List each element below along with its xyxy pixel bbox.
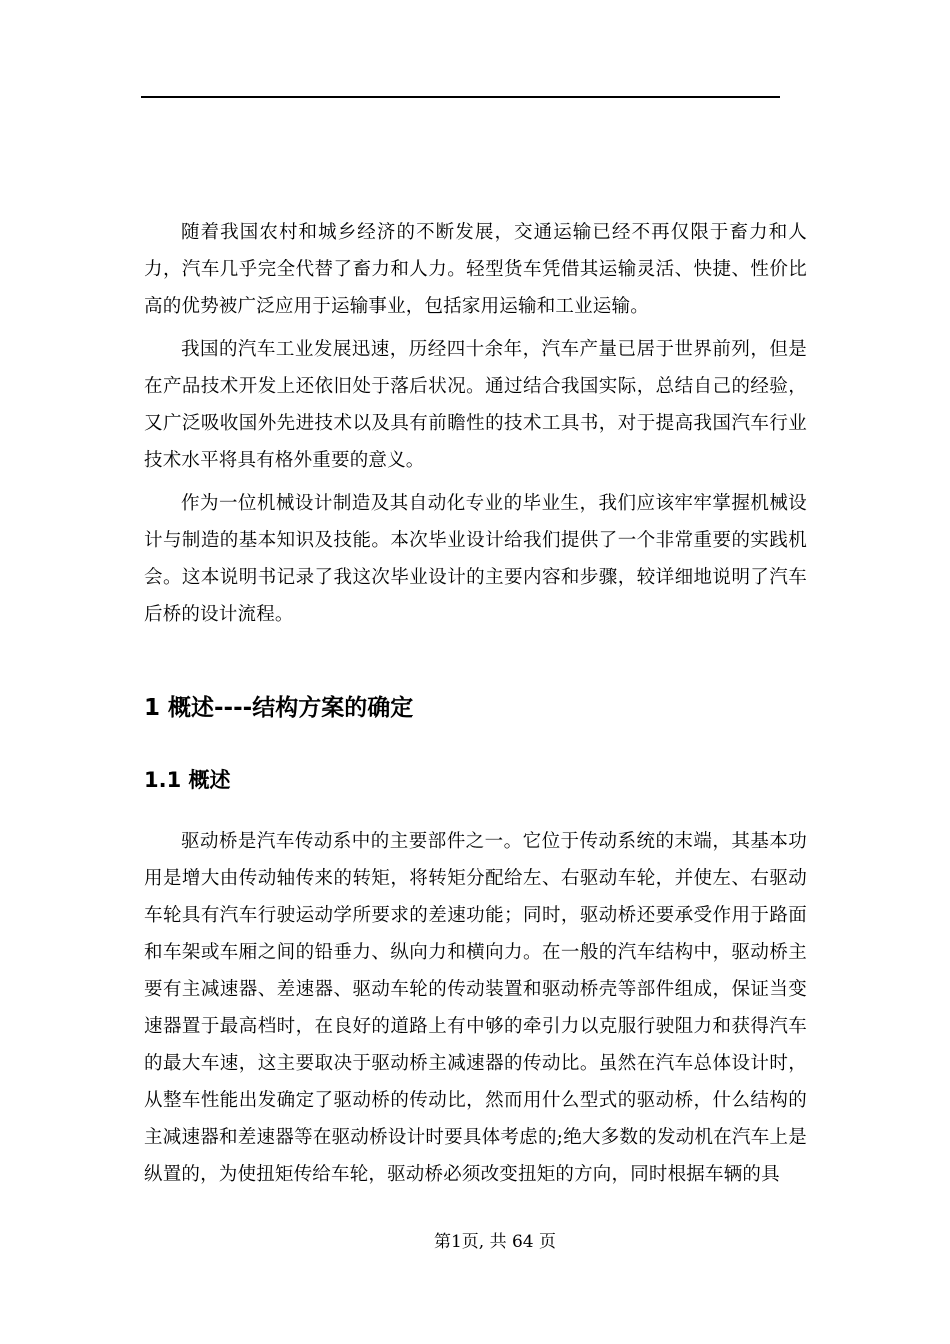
- section-heading: 1.1 概述: [144, 768, 231, 792]
- chapter-heading: 1 概述----结构方案的确定: [144, 695, 414, 721]
- section-paragraph: 驱动桥是汽车传动系中的主要部件之一。它位于传动系统的末端，其基本功用是增大由传动轴传来的转矩，将转矩分配给左、右驱动车轮，并使左、右驱动车轮具有汽车行驶运动学所要求的差速功能；同时，驱动桥还要承受作用于路面和车架或车厢之间的铅垂力、纵向力和横向力。在一般的汽车结构中，驱动桥主要有主减速器、差速器、驱动车轮的传动装置和驱动桥壳等部件组成，保证当变速器置于最高档时，在良好的道路上有中够的牵引力以克服行驶阻力和获得汽车的最大车速，这主要取决于驱动桥主减速器的传动比。虽然在汽车总体设计时，从整车性能出发确定了驱动桥的传动比，然而用什么型式的驱动桥，什么结构的主减速器和差速器等在驱动桥设计时要具体考虑的;绝大多数的发动机在汽车上是纵置的，为使扭矩传给车轮，驱动桥必须改变扭矩的方向，同时根据车辆的具: [144, 831, 807, 1185]
- page-footer: 第1页, 共 64 页: [433, 1232, 557, 1252]
- header-rule: [141, 96, 780, 98]
- intro-paragraph-2: 我国的汽车工业发展迅速，历经四十余年，汽车产量已居于世界前列，但是在产品技术开发上还依旧处于落后状况。通过结合我国实际，总结自己的经验，又广泛吸收国外先进技术以及具有前瞻性的技术工具书，对于提高我国汽车行业技术水平将具有格外重要的意义。: [144, 339, 807, 471]
- intro-paragraph-3: 作为一位机械设计制造及其自动化专业的毕业生，我们应该牢牢掌握机械设计与制造的基本知识及技能。本次毕业设计给我们提供了一个非常重要的实践机会。这本说明书记录了我这次毕业设计的主要内容和步骤，较详细地说明了汽车后桥的设计流程。: [144, 493, 807, 625]
- document-body: [144, 214, 807, 1193]
- intro-paragraph-1: 随着我国农村和城乡经济的不断发展，交通运输已经不再仅限于畜力和人力，汽车几乎完全代替了畜力和人力。轻型货车凭借其运输灵活、快捷、性价比高的优势被广泛应用于运输事业，包括家用运输和工业运输。: [144, 222, 807, 317]
